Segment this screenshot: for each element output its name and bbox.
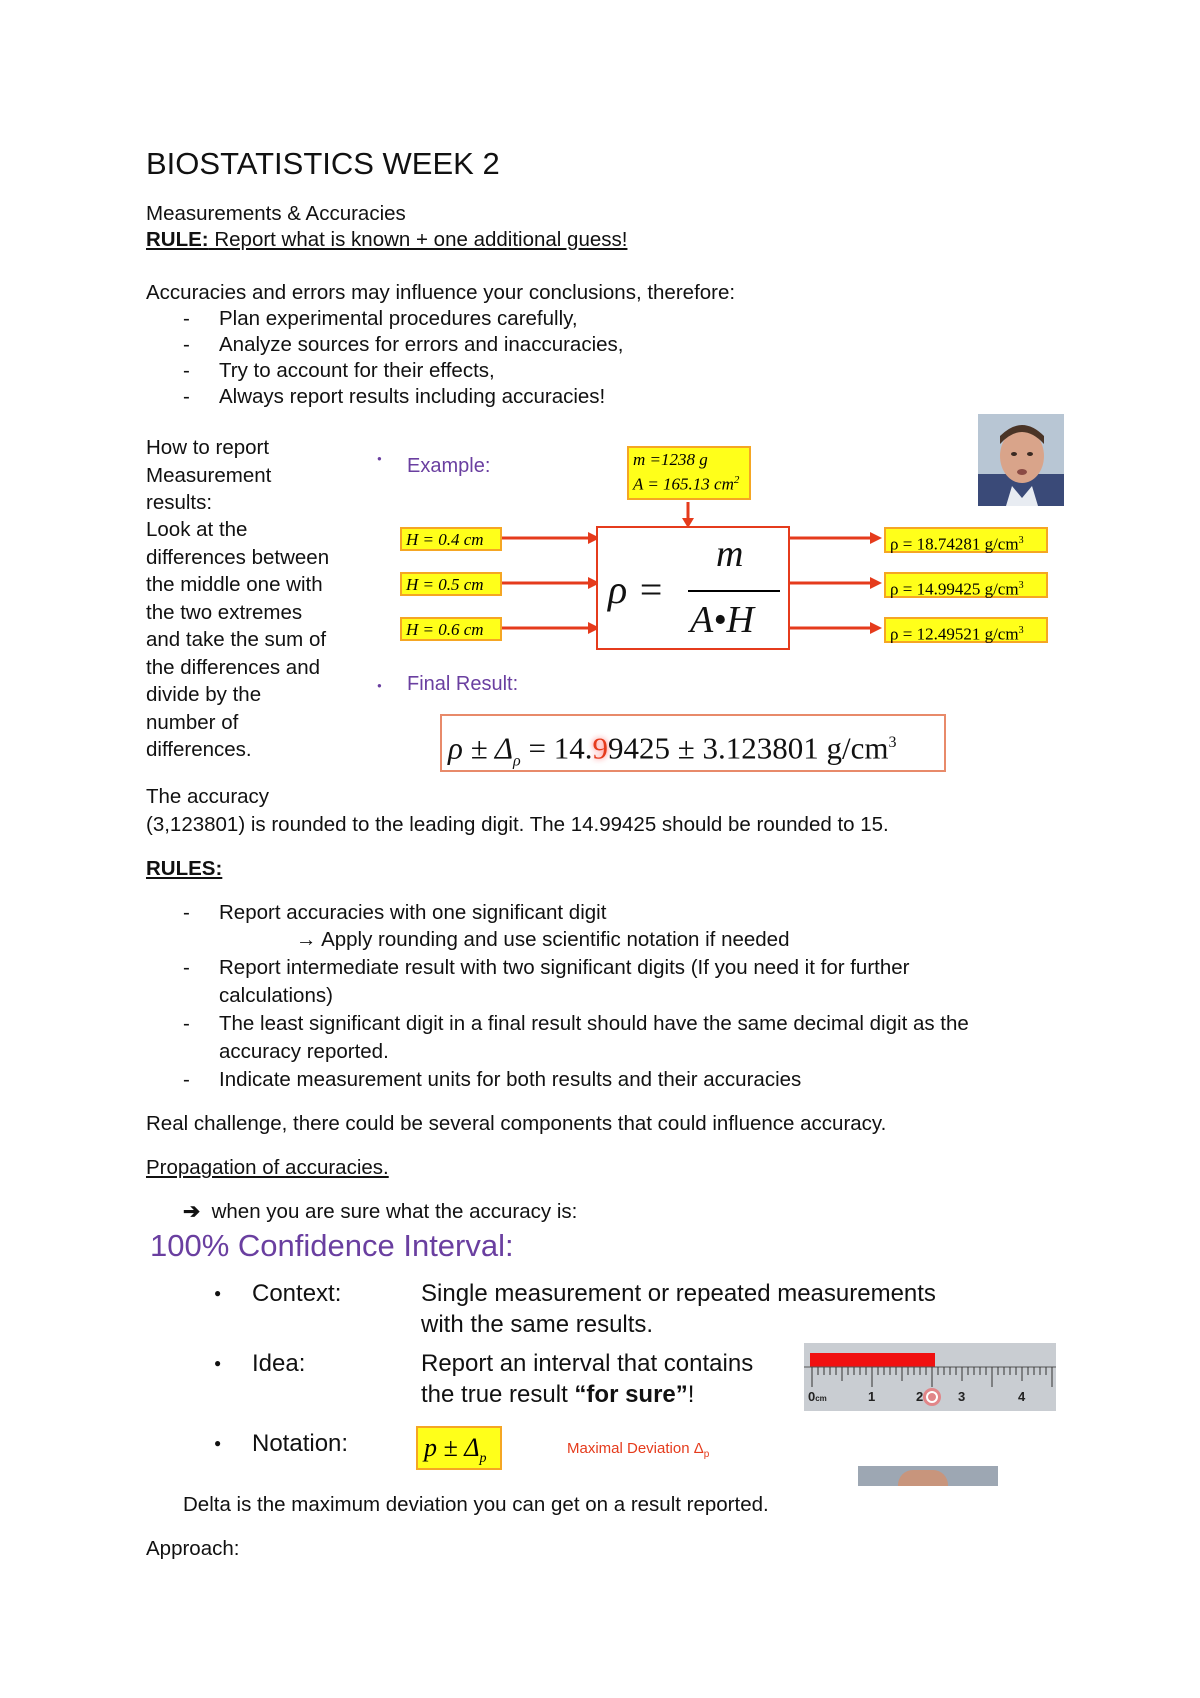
presenter-video-strip	[858, 1466, 998, 1486]
challenge-text: Real challenge, there could be several components that could influence accuracy.	[146, 1112, 887, 1135]
presenter-video-thumbnail	[978, 414, 1064, 506]
ruler-label-0: 0cm	[808, 1389, 827, 1404]
h-value-box: H = 0.6 cm	[400, 617, 502, 641]
howto-line: results:	[146, 491, 213, 514]
m-value: m =1238 g	[633, 450, 708, 469]
howto-line: differences.	[146, 738, 252, 761]
howto-line: Look at the	[146, 518, 248, 541]
formula-denominator: A•H	[690, 599, 754, 641]
example-label: Example:	[407, 455, 491, 477]
list-item-sub: → Apply rounding and use scientific notation if needed	[296, 928, 790, 951]
howto-line: number of	[146, 711, 239, 734]
bullet-dot: ●	[214, 1356, 222, 1370]
approach-text: Approach:	[146, 1537, 240, 1560]
context-label: Context:	[252, 1280, 342, 1307]
h-value-box: H = 0.5 cm	[400, 572, 502, 596]
list-item-continued: accuracy reported.	[219, 1040, 389, 1063]
dash-marker: -	[183, 307, 190, 330]
bullet-dot: ●	[377, 454, 382, 463]
howto-line: and take the sum of	[146, 628, 327, 651]
howto-line: the middle one with	[146, 573, 323, 596]
rho-value-box: ρ = 12.49521 $g/cm^3$	[884, 617, 1048, 643]
list-item: Report intermediate result with two significant digits (If you need it for further	[219, 956, 910, 979]
list-item: Plan experimental procedures carefully,	[219, 307, 578, 330]
list-item: Report accuracies with one significant digit	[219, 901, 607, 924]
arrow-right-icon: ➔	[183, 1200, 201, 1223]
dash-marker: -	[183, 956, 190, 979]
howto-line: differences between	[146, 546, 330, 569]
intro-text: Accuracies and errors may influence your conclusions, therefore:	[146, 281, 736, 304]
accuracy-line-2: (3,123801) is rounded to the leading digit. The 14.99425 should be rounded to 15.	[146, 813, 889, 836]
notation-box: $p \pm \Delta_p$	[416, 1426, 502, 1470]
ruler-label-1: 1	[868, 1389, 876, 1404]
idea-text-1: Report an interval that contains	[421, 1350, 754, 1377]
context-text-1: Single measurement or repeated measurements	[421, 1280, 936, 1307]
formula-lhs: ρ =	[608, 567, 665, 612]
subtitle: Measurements & Accuracies	[146, 202, 406, 225]
h-value-box: H = 0.4 cm	[400, 527, 502, 551]
bullet-dot: ●	[214, 1436, 222, 1450]
highlighted-digit: 9	[592, 730, 608, 766]
max-deviation-label: Maximal Deviation $\Delta_p$	[567, 1440, 710, 1460]
dash-marker: -	[183, 1068, 190, 1091]
delta-text: Delta is the maximum deviation you can get on a result reported.	[183, 1493, 769, 1516]
accuracy-line-1: The accuracy	[146, 785, 270, 808]
dash-marker: -	[183, 901, 190, 924]
rho-value-box: ρ = 14.99425 $g/cm^3$	[884, 572, 1048, 598]
context-text-2: with the same results.	[421, 1311, 654, 1338]
rule-line	[146, 227, 627, 253]
rules-heading: RULES:	[146, 857, 223, 880]
howto-line: the differences and	[146, 656, 320, 679]
list-item: The least significant digit in a final result should have the same decimal digit as the	[219, 1012, 969, 1035]
howto-line: Measurement	[146, 464, 272, 487]
dash-marker: -	[183, 385, 190, 408]
list-item: Try to account for their effects,	[219, 359, 495, 382]
bullet-dot: ●	[214, 1286, 222, 1300]
ruler-label-3: 3	[958, 1389, 966, 1404]
formula-box	[596, 526, 790, 650]
dash-marker: -	[183, 1012, 190, 1035]
ruler-label-4: 4	[1018, 1389, 1026, 1404]
given-values-box	[627, 446, 751, 500]
propagation-heading: Propagation of accuracies.	[146, 1156, 389, 1179]
presenter-image	[978, 414, 1064, 506]
idea-label: Idea:	[252, 1350, 306, 1377]
list-item: Indicate measurement units for both results and their accuracies	[219, 1068, 802, 1091]
sure-line: ➔ when you are sure what the accuracy is:	[183, 1200, 578, 1223]
howto-line: How to report	[146, 436, 270, 459]
ruler-label-2: 2	[916, 1389, 924, 1404]
list-item-continued: calculations)	[219, 984, 333, 1007]
face-fragment	[898, 1470, 948, 1486]
howto-line: the two extremes	[146, 601, 303, 624]
idea-text-2: the true result “for sure”!	[421, 1381, 695, 1408]
dash-marker: -	[183, 333, 190, 356]
list-item: Analyze sources for errors and inaccuracies,	[219, 333, 624, 356]
list-item: Always report results including accuracies!	[219, 385, 606, 408]
arrow-right-icon: →	[296, 928, 317, 951]
rho-value-box: ρ = 18.74281 $g/cm^3$	[884, 527, 1048, 553]
fraction-bar	[688, 590, 780, 592]
bullet-dot: ●	[377, 681, 382, 690]
formula-numerator: m	[716, 533, 744, 575]
ruler-illustration	[804, 1343, 1056, 1411]
notation-label: Notation:	[252, 1430, 349, 1457]
rule-label: RULE:	[146, 228, 209, 251]
final-result-box: $\rho \pm \Delta_\rho = 14.99425 \pm 3.123801$ $g/cm^3$	[440, 714, 946, 772]
howto-line: divide by the	[146, 683, 262, 706]
final-result-label: Final Result:	[407, 673, 519, 695]
slide2-heading: 100% Confidence Interval:	[150, 1228, 514, 1263]
dash-marker: -	[183, 359, 190, 382]
a-value: A = 165.13 $cm^2$	[633, 474, 740, 494]
rule-text: Report what is known + one additional guess!	[208, 228, 628, 251]
page-title: BIOSTATISTICS WEEK 2	[146, 146, 500, 181]
